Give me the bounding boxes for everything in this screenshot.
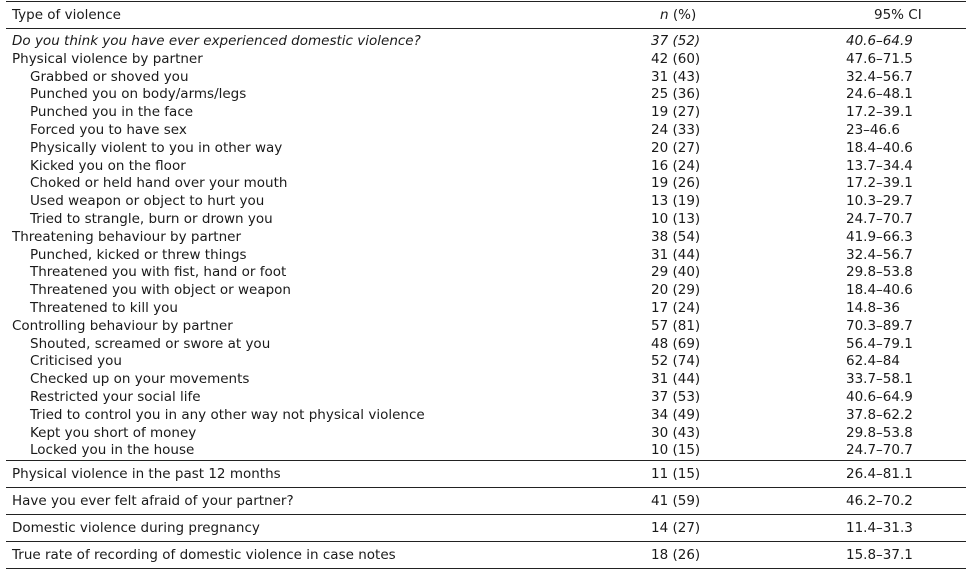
violence-type-cell: Checked up on your movements: [30, 371, 250, 388]
summary-row: [6, 488, 966, 514]
summary-section: [6, 460, 966, 487]
violence-type-cell: Punched you in the face: [30, 104, 194, 121]
table-row: [6, 104, 966, 122]
main-rows-group: [6, 33, 966, 460]
violence-type-cell: Used weapon or object to hurt you: [30, 193, 265, 210]
table-row: [6, 300, 966, 318]
confidence-interval-cell: 14.8–36: [846, 299, 900, 316]
confidence-interval-cell: 24.6–48.1: [846, 86, 913, 103]
confidence-interval-cell: 56.4–79.1: [846, 335, 913, 352]
table-row: [6, 158, 966, 176]
header-confidence-interval: 95% CI: [874, 7, 922, 23]
n-percent-cell: 37 (52): [651, 33, 701, 49]
summary-rows-group: [6, 460, 966, 568]
table-row: [6, 353, 966, 371]
n-percent-cell: 52 (74): [651, 353, 701, 370]
violence-type-cell: Have you ever felt afraid of your partner?: [12, 493, 294, 510]
violence-type-cell: Physical violence by partner: [12, 50, 203, 67]
confidence-interval-cell: 23–46.6: [846, 121, 900, 138]
confidence-interval-cell: 40.6–64.9: [846, 33, 913, 49]
violence-type-cell: Punched, kicked or threw things: [30, 246, 247, 263]
summary-section: [6, 541, 966, 568]
table-row: [6, 69, 966, 87]
confidence-interval-cell: 32.4–56.7: [846, 246, 913, 263]
violence-type-cell: Domestic violence during pregnancy: [12, 520, 260, 537]
n-percent-cell: 38 (54): [651, 228, 701, 245]
n-percent-cell: 20 (29): [651, 282, 701, 299]
n-percent-cell: 48 (69): [651, 335, 701, 352]
violence-type-cell: Threatened you with object or weapon: [30, 282, 291, 299]
violence-type-cell: Restricted your social life: [30, 388, 201, 405]
n-percent-cell: 16 (24): [651, 157, 701, 174]
confidence-interval-cell: 32.4–56.7: [846, 68, 913, 85]
n-percent-cell: 19 (26): [651, 175, 701, 192]
violence-type-cell: Tried to strangle, burn or drown you: [30, 210, 273, 227]
confidence-interval-cell: 18.4–40.6: [846, 139, 913, 156]
confidence-interval-cell: 37.8–62.2: [846, 406, 913, 423]
violence-type-cell: Kept you short of money: [30, 424, 197, 441]
summary-row: [6, 542, 966, 568]
violence-type-cell: Punched you on body/arms/legs: [30, 86, 247, 103]
header-type-of-violence: Type of violence: [12, 7, 121, 23]
confidence-interval-cell: 17.2–39.1: [846, 104, 913, 121]
table-row: [6, 282, 966, 300]
n-percent-cell: 11 (15): [651, 466, 701, 483]
summary-row: [6, 461, 966, 487]
violence-type-cell: Do you think you have ever experienced domestic violence?: [12, 33, 421, 49]
confidence-interval-cell: 29.8–53.8: [846, 424, 913, 441]
table-row: [6, 211, 966, 229]
n-percent-cell: 31 (44): [651, 246, 701, 263]
confidence-interval-cell: 70.3–89.7: [846, 317, 913, 334]
table-row: [6, 336, 966, 354]
table-row: [6, 175, 966, 193]
confidence-interval-cell: 11.4–31.3: [846, 520, 913, 537]
n-percent-cell: 17 (24): [651, 299, 701, 316]
n-percent-cell: 14 (27): [651, 520, 701, 537]
n-percent-cell: 10 (15): [651, 442, 701, 459]
confidence-interval-cell: 29.8–53.8: [846, 264, 913, 281]
summary-section: [6, 514, 966, 541]
confidence-interval-cell: 33.7–58.1: [846, 371, 913, 388]
n-percent-cell: 25 (36): [651, 86, 701, 103]
table-row: [6, 442, 966, 460]
summary-section: [6, 487, 966, 514]
table-header-row: [6, 2, 966, 29]
confidence-interval-cell: 47.6–71.5: [846, 50, 913, 67]
confidence-interval-cell: 15.8–37.1: [846, 547, 913, 564]
header-n-percent: [606, 2, 792, 28]
violence-type-cell: Controlling behaviour by partner: [12, 317, 233, 334]
confidence-interval-cell: 41.9–66.3: [846, 228, 913, 245]
n-percent-cell: 29 (40): [651, 264, 701, 281]
violence-type-cell: Choked or held hand over your mouth: [30, 175, 288, 192]
n-percent-cell: 57 (81): [651, 317, 701, 334]
confidence-interval-cell: 46.2–70.2: [846, 493, 913, 510]
n-percent-cell: 30 (43): [651, 424, 701, 441]
table-row: [6, 247, 966, 265]
header-percent-label: (%): [668, 7, 697, 23]
violence-type-cell: Threatened to kill you: [30, 299, 178, 316]
table-row: [6, 33, 966, 51]
n-percent-cell: 37 (53): [651, 388, 701, 405]
violence-table: [6, 1, 966, 569]
n-percent-cell: 41 (59): [651, 493, 701, 510]
n-percent-cell: 24 (33): [651, 121, 701, 138]
confidence-interval-cell: 24.7–70.7: [846, 210, 913, 227]
n-percent-cell: 34 (49): [651, 406, 701, 423]
n-percent-cell: 31 (44): [651, 371, 701, 388]
confidence-interval-cell: 40.6–64.9: [846, 388, 913, 405]
confidence-interval-cell: 17.2–39.1: [846, 175, 913, 192]
table-row: [6, 425, 966, 443]
header-n-symbol: n: [660, 7, 669, 23]
violence-type-cell: Criticised you: [30, 353, 122, 370]
table-row: [6, 264, 966, 282]
table-row: [6, 371, 966, 389]
table-row: [6, 140, 966, 158]
table-row: [6, 86, 966, 104]
violence-type-cell: Threatened you with fist, hand or foot: [30, 264, 287, 281]
table-row: [6, 193, 966, 211]
confidence-interval-cell: 24.7–70.7: [846, 442, 913, 459]
table-row: [6, 122, 966, 140]
summary-row: [6, 515, 966, 541]
violence-type-cell: Kicked you on the floor: [30, 157, 186, 174]
n-percent-cell: 42 (60): [651, 50, 701, 67]
confidence-interval-cell: 13.7–34.4: [846, 157, 913, 174]
n-percent-cell: 19 (27): [651, 104, 701, 121]
n-percent-cell: 13 (19): [651, 193, 701, 210]
n-percent-cell: 10 (13): [651, 210, 701, 227]
n-percent-cell: 31 (43): [651, 68, 701, 85]
table-row: [6, 318, 966, 336]
violence-type-cell: True rate of recording of domestic violence in case notes: [12, 547, 396, 564]
confidence-interval-cell: 10.3–29.7: [846, 193, 913, 210]
n-percent-cell: 20 (27): [651, 139, 701, 156]
violence-type-cell: Shouted, screamed or swore at you: [30, 335, 271, 352]
violence-type-cell: Physically violent to you in other way: [30, 139, 283, 156]
violence-type-cell: Forced you to have sex: [30, 121, 187, 138]
confidence-interval-cell: 18.4–40.6: [846, 282, 913, 299]
table-row: [6, 229, 966, 247]
violence-type-cell: Locked you in the house: [30, 442, 195, 459]
table-row: [6, 407, 966, 425]
violence-type-cell: Tried to control you in any other way not physical violence: [30, 406, 425, 423]
confidence-interval-cell: 62.4–84: [846, 353, 900, 370]
n-percent-cell: 18 (26): [651, 547, 701, 564]
confidence-interval-cell: 26.4–81.1: [846, 466, 913, 483]
table-row: [6, 51, 966, 69]
violence-type-cell: Grabbed or shoved you: [30, 68, 189, 85]
table-row: [6, 389, 966, 407]
violence-type-cell: Physical violence in the past 12 months: [12, 466, 281, 483]
violence-type-cell: Threatening behaviour by partner: [12, 228, 242, 245]
